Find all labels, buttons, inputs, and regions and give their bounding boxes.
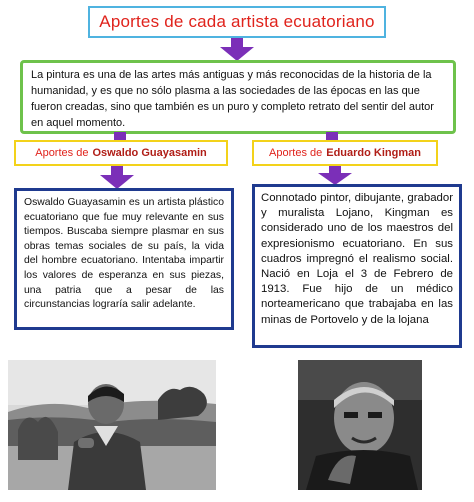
bio-eduardo-kingman xyxy=(252,184,462,348)
intro-box xyxy=(20,60,456,134)
photo-oswaldo-guayasamin xyxy=(8,360,216,490)
bio-text: Oswaldo Guayasamin es un artista plástico ecuatoriano que fue muy relevante en sus tiempos. Buscaba siempre plasmar en sus obras temas sociales de su país, la vida del hombre ecuatoriano. Intentaba impartir los valores de esperanza en sus piezas, una patria que a pesar de las circunstancias lograría salir adelante. xyxy=(24,197,224,311)
arrow-down-icon xyxy=(220,38,254,62)
label-oswaldo-guayasamin xyxy=(14,140,228,166)
artist-name: Eduardo Kingman xyxy=(326,147,421,159)
title-box xyxy=(88,6,386,38)
photo-eduardo-kingman xyxy=(298,360,422,490)
label-eduardo-kingman xyxy=(252,140,438,166)
label-prefix: Aportes de xyxy=(269,147,323,159)
artist-name: Oswaldo Guayasamin xyxy=(92,147,207,159)
label-prefix: Aportes de xyxy=(35,147,89,159)
arrow-down-icon xyxy=(100,166,134,190)
arrow-down-icon xyxy=(318,166,352,186)
bio-text: Connotado pintor, dibujante, grabador y muralista Lojano, Kingman es considerado uno de los maestros del expresionismo ecuatoriano. En sus cuadros impregnó el realismo social. Nació en Loja el 3 de Febrero de 1913. Fue hijo de un médico norteamericano que trabajaba en las minas de Portovelo y de la lojana xyxy=(261,192,453,326)
intro-text: La pintura es una de las artes más antiguas y más reconocidas de la historia de la humanidad, y es que no sólo plasma a las sociedades de las épocas en las que fueron creadas, sino que también es un puro y completo retrato del sentir del autor en aquel momento. xyxy=(31,69,434,129)
page-title: Aportes de cada artista ecuatoriano xyxy=(99,12,375,31)
bio-oswaldo-guayasamin xyxy=(14,188,234,330)
